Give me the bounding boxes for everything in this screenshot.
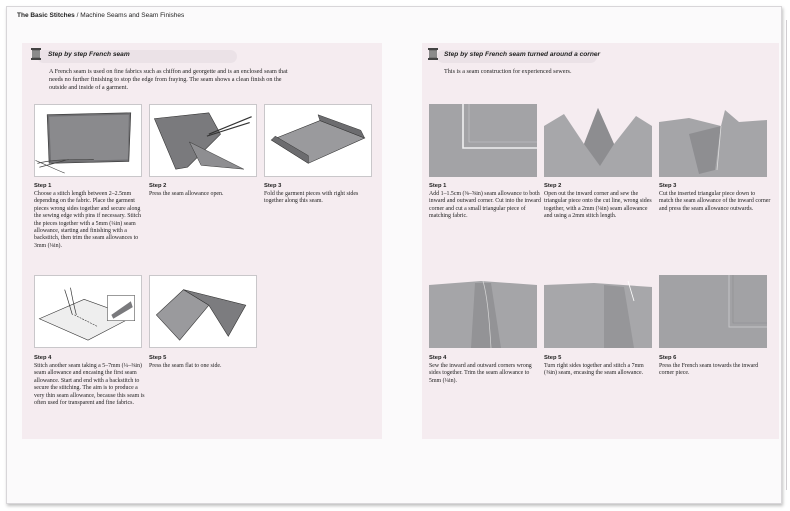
left-step-5-text: Press the seam flat to one side. [149, 363, 222, 369]
left-step-2-text: Press the seam allowance open. [149, 191, 224, 197]
corner-step-1-photo [429, 104, 537, 177]
corner-step-2-photo [544, 104, 652, 177]
right-step-2-label: Step 2 [544, 183, 562, 189]
left-step-4-label: Step 4 [34, 355, 52, 361]
right-step-1-text: Add 1–1.5cm (⅜–⅝in) seam allowance to both inward and outward corner. Cut into the inward corner and cut a small triangular piece of matching fabric. [429, 191, 541, 220]
step-5-illustration [149, 275, 257, 348]
book-spread [6, 6, 782, 504]
page-edge-line [786, 20, 787, 490]
step-4-illustration [34, 275, 142, 348]
left-step-5-label: Step 5 [149, 355, 167, 361]
corner-step-3-photo [659, 104, 767, 177]
right-step-6-label: Step 6 [659, 355, 677, 361]
right-step-3-label: Step 3 [659, 183, 677, 189]
right-step-4-label: Step 4 [429, 355, 447, 361]
left-step-3-text: Fold the garment pieces with right sides together along this seam. [264, 191, 359, 205]
header-separator: / [74, 12, 81, 19]
right-step-1-label: Step 1 [429, 183, 447, 189]
thread-spool-icon [425, 46, 441, 62]
corner-step-5-photo [544, 275, 652, 348]
right-step-2-text: Open out the inward corner and sew the triangular piece onto the cut line, wrong sides together, with a 2mm (⅛in) seam allowance and using a 2mm stitch length. [544, 191, 652, 220]
right-step-5-text: Turn right sides together and stitch a 7mm (⅜in) seam, encasing the seam allowance. [544, 363, 644, 377]
thread-spool-icon [28, 46, 44, 62]
right-section-title: Step by step French seam turned around a corner [444, 51, 601, 58]
right-step-6-text: Press the French seam towards the inward corner piece. [659, 363, 759, 377]
right-intro-text: This is a seam construction for experienced sewers. [444, 68, 572, 75]
left-step-1-text: Choose a stitch length between 2–2.5mm depending on the fabric. Place the garment pieces wrong sides together and secure along the sewing edge with pins if necessary. Stitch the pieces together with a 5mm (¼in) seam allowance, starting and finishing with a backstitch, then trim the seam allowances to 3mm (⅛in). [34, 191, 141, 249]
corner-step-4-photo [429, 275, 537, 348]
step-2-illustration [149, 104, 257, 177]
corner-step-6-photo [659, 275, 767, 348]
left-step-1-label: Step 1 [34, 183, 52, 189]
step-1-illustration [34, 104, 142, 177]
step-3-illustration [264, 104, 372, 177]
left-page-panel [22, 43, 382, 439]
left-step-2-label: Step 2 [149, 183, 167, 189]
header-chapter: Machine Seams and Seam Finishes [80, 12, 185, 19]
header-section: The Basic Stitches [17, 12, 75, 19]
left-step-4-text: Stitch another seam taking a 5–7mm (¼–⅜in) seam allowance and encasing the first seam allowance. Start and end with a backstitch to secure the stitching. The aim is to produce a very thin seam allowance, because this seam is often used for transparent and fine fabrics. [34, 363, 145, 407]
right-step-4-text: Sew the inward and outward corners wrong sides together. Trim the seam allowance to 5mm (¼in). [429, 363, 532, 384]
right-step-3-text: Cut the inserted triangular piece down to match the seam allowance of the inward corner and press the seam allowance outwards. [659, 191, 771, 212]
left-intro-text: A French seam is used on fine fabrics such as chiffon and georgette and is an enclosed seam that needs no further finishing to stop the edge from fraying. The seam shows a clean finish on the outside and inside of a garment. [49, 68, 288, 91]
left-step-3-label: Step 3 [264, 183, 282, 189]
running-header [17, 12, 184, 19]
left-section-title: Step by step French seam [48, 51, 130, 58]
right-step-5-label: Step 5 [544, 355, 562, 361]
right-page-panel [422, 43, 779, 439]
